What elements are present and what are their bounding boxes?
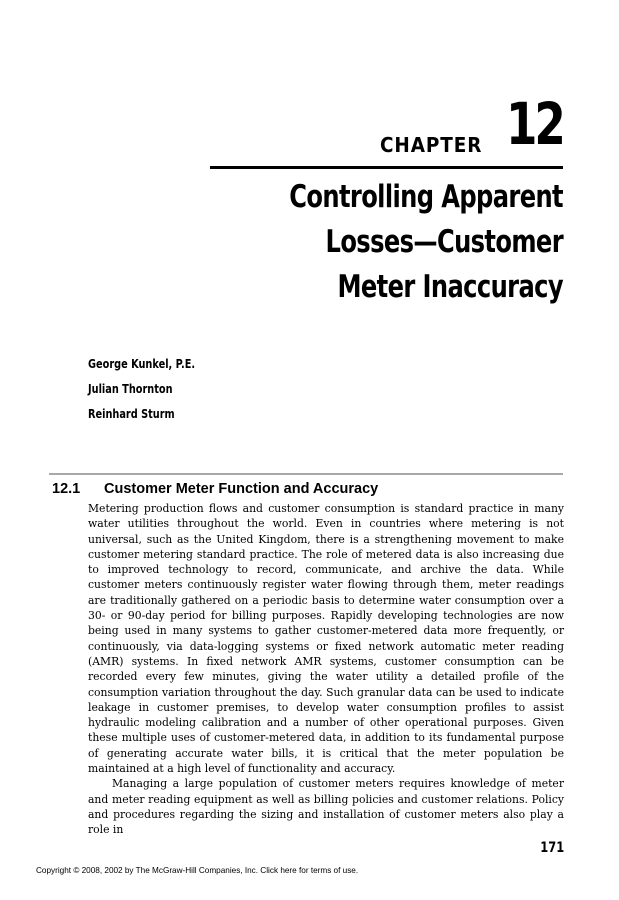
section-number: 12.1 <box>52 481 81 497</box>
author-list <box>88 351 225 426</box>
chapter-label: CHAPTER <box>380 133 483 157</box>
chapter-title-line: Controlling Apparent <box>289 179 563 215</box>
copyright-link[interactable]: Copyright © 2008, 2002 by The McGraw-Hill Companies, Inc. Click here for terms of use. <box>36 866 359 875</box>
author-name: George Kunkel, P.E. <box>88 356 196 371</box>
author-name: Reinhard Sturm <box>88 406 175 421</box>
body-paragraph: Managing a large population of customer meters requires knowledge of meter and meter reading equipment as well as billing policies and customer relations. Policy and procedures regarding the sizing and installation of customer meters also play a role in <box>88 777 564 837</box>
chapter-title-line: Losses—Customer <box>325 224 563 260</box>
section-heading <box>52 481 378 497</box>
page-number: 171 <box>540 840 564 856</box>
chapter-number: 12 <box>506 90 563 158</box>
chapter-rule <box>210 166 563 169</box>
section-title: Customer Meter Function and Accuracy <box>104 481 379 497</box>
body-paragraph: Metering production flows and customer consumption is standard practice in many water utilities throughout the world. Even in countries where metering is not universal, such as the United Kingdom, there is a strengthening movement to make customer metering standard practice. The role of metered data is also increasing due to improved technology to record, communicate, and archive the data. While customer meters continuously register water flowing through them, meter readings are traditionally gathered on a periodic basis to determine water consumption over a 30- or 90-day period for billing purposes. Rapidly developing technologies are now being used in many systems to gather customer-metered data more frequently, or continuously, via data-logging systems or fixed network automatic meter reading (AMR) systems. In fixed network AMR systems, customer consumption can be recorded every few minutes, giving the water utility a detailed profile of the consumption variation throughout the day. Such granular data can be used to indicate leakage in customer premises, to develop water consumption profiles to assist hydraulic modeling calibration and a number of other operational purposes. Given these multiple uses of customer-metered data, in addition to its fundamental purpose of generating accurate water bills, it is critical that the meter population be maintained at a high level of functionality and accuracy. <box>88 502 564 776</box>
chapter-title-line: Meter Inaccuracy <box>337 269 563 305</box>
chapter-title <box>203 175 563 310</box>
section-rule <box>49 473 563 475</box>
author-name: Julian Thornton <box>88 381 173 396</box>
body-text <box>88 501 564 838</box>
